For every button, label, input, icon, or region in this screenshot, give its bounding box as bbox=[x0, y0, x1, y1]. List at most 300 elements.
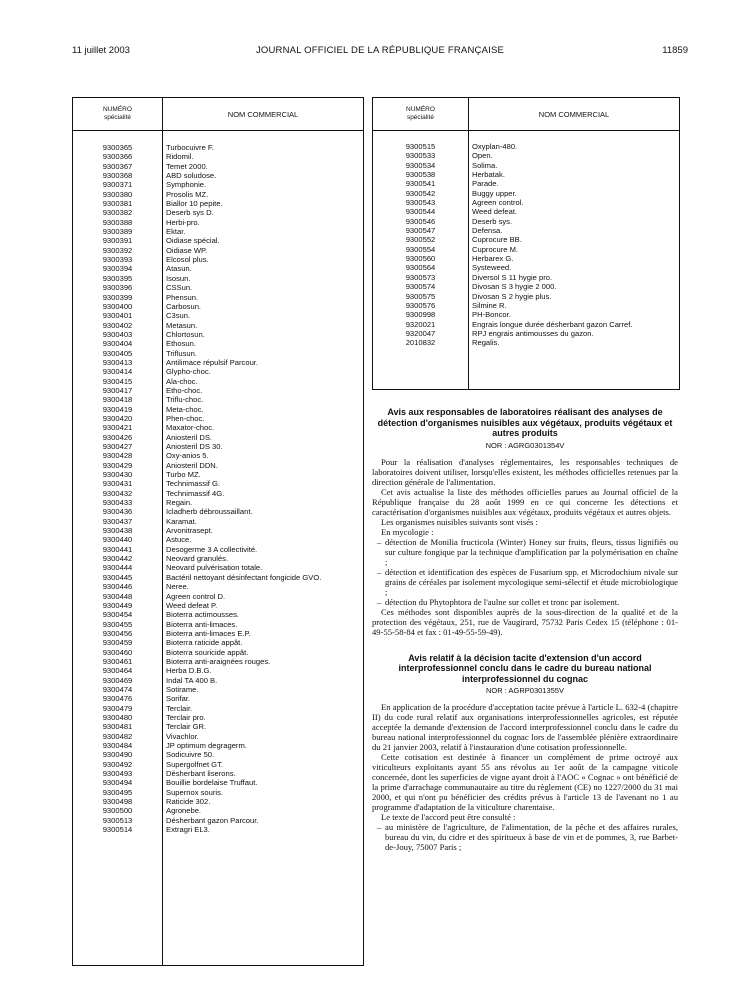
commercial-name: Regain. bbox=[166, 498, 193, 508]
table-row bbox=[73, 517, 363, 526]
commercial-name: Oidiase spécial. bbox=[166, 236, 220, 246]
commercial-name: Raticide 302. bbox=[166, 797, 211, 807]
table-row bbox=[373, 179, 679, 188]
table-row bbox=[73, 657, 363, 666]
commercial-name: Metasun. bbox=[166, 320, 198, 330]
table-row bbox=[73, 479, 363, 488]
table-row bbox=[73, 601, 363, 610]
specialty-number: 9300396 bbox=[102, 283, 133, 293]
specialty-number: 9300413 bbox=[102, 357, 133, 367]
table-row bbox=[373, 263, 679, 272]
commercial-name: Weed defeat P. bbox=[166, 600, 218, 610]
commercial-name: Bactéril nettoyant désinfectant fongicide GVO. bbox=[166, 572, 322, 582]
specialty-number: 9300389 bbox=[102, 227, 133, 237]
specialty-number: 9300445 bbox=[102, 572, 133, 582]
table-row bbox=[73, 190, 363, 199]
table-row bbox=[73, 199, 363, 208]
table-row bbox=[373, 282, 679, 291]
specialty-number: 9300449 bbox=[102, 600, 133, 610]
specialty-number: 9300420 bbox=[102, 413, 133, 423]
specialty-number: 9300381 bbox=[102, 199, 133, 209]
commercial-name: Parade. bbox=[472, 179, 499, 189]
specialty-number: 9300388 bbox=[102, 217, 133, 227]
right-col-number-label: NUMÉRO bbox=[406, 106, 435, 113]
specialty-number: 9300391 bbox=[102, 236, 133, 246]
specialty-number: 9300490 bbox=[102, 750, 133, 760]
commercial-name: Oidiase WP. bbox=[166, 245, 208, 255]
specialty-number: 9300513 bbox=[102, 815, 133, 825]
table-row bbox=[373, 235, 679, 244]
commercial-name: Divosan S 2 hygie plus. bbox=[472, 291, 552, 301]
specialty-number: 9300544 bbox=[405, 207, 436, 217]
table-row bbox=[73, 722, 363, 731]
specialty-number: 9300366 bbox=[102, 152, 133, 162]
right-table-rows bbox=[373, 142, 679, 348]
specialty-number: 9300493 bbox=[102, 769, 133, 779]
specialty-number: 9300573 bbox=[405, 272, 436, 282]
commercial-name: Bioterra anti-limaces E.P. bbox=[166, 628, 251, 638]
table-row bbox=[73, 825, 363, 834]
specialty-number: 9300464 bbox=[102, 666, 133, 676]
commercial-name: Deserb sys. bbox=[472, 216, 513, 226]
table-row bbox=[73, 582, 363, 591]
commercial-name: Oxyplan-480. bbox=[472, 142, 518, 151]
commercial-name: Terclair. bbox=[166, 703, 193, 713]
notice1-paragraph: Cet avis actualise la liste des méthodes officielles parues au Journal officiel de la République française du 28 août 1999 en ce qui concerne les détections et caractérisation d'organismes nuisibles aux végétaux, produits végétaux et autres objets. bbox=[372, 486, 678, 517]
commercial-name: Biallor 10 pepite. bbox=[166, 199, 223, 209]
specialty-number: 9300446 bbox=[102, 582, 133, 592]
commercial-name: Aniosteril DDN. bbox=[166, 460, 218, 470]
specialty-number: 9300440 bbox=[102, 535, 133, 545]
commercial-name: C3sun. bbox=[166, 311, 191, 321]
commercial-name: Cuprocure M. bbox=[472, 244, 519, 254]
table-row bbox=[73, 545, 363, 554]
table-row bbox=[73, 573, 363, 582]
commercial-name: Arvonitrasept. bbox=[166, 526, 213, 536]
commercial-name: Buggy upper. bbox=[472, 188, 517, 198]
specialty-number: 9300479 bbox=[102, 703, 133, 713]
table-row bbox=[73, 760, 363, 769]
commercial-name: Carbosun. bbox=[166, 301, 202, 311]
list-item: – détection du Phytophtora de l'aulne sur collet et tronc par isolement. bbox=[372, 597, 678, 607]
header-date: 11 juillet 2003 bbox=[72, 45, 130, 56]
table-row bbox=[73, 311, 363, 320]
table-row bbox=[73, 788, 363, 797]
table-row bbox=[73, 349, 363, 358]
specialty-number: 9300421 bbox=[102, 423, 133, 433]
table-row bbox=[373, 338, 679, 347]
list-item: – détection de Monilia fructicola (Winter) Honey sur fruits, fleurs, tissus lignifiés ou sur culture fongique par la technique d'amplification par la polymérisation en chaîne ; bbox=[372, 537, 678, 567]
commercial-name: Systeweed. bbox=[472, 263, 512, 273]
table-row bbox=[73, 769, 363, 778]
specialty-number: 9300576 bbox=[405, 300, 436, 310]
specialty-number: 9300543 bbox=[405, 198, 436, 208]
table-row bbox=[73, 171, 363, 180]
table-row bbox=[73, 704, 363, 713]
commercial-name: Terclair pro. bbox=[166, 712, 206, 722]
commercial-name: Oxy-anios 5. bbox=[166, 451, 209, 461]
specialty-number: 9300437 bbox=[102, 516, 133, 526]
commercial-name: Bioterra anti-araignées rouges. bbox=[166, 656, 271, 666]
table-row bbox=[73, 797, 363, 806]
specialty-number: 9300542 bbox=[405, 188, 436, 198]
specialty-number: 9300417 bbox=[102, 385, 133, 395]
right-col-name-header: NOM COMMERCIAL bbox=[538, 109, 610, 119]
specialty-number: 9300998 bbox=[405, 310, 436, 320]
commercial-name: Silmine R. bbox=[472, 300, 507, 310]
commercial-name: Open. bbox=[472, 151, 493, 161]
table-row bbox=[73, 741, 363, 750]
commercial-name: Glypho-choc. bbox=[166, 367, 211, 377]
table-row bbox=[73, 321, 363, 330]
notice1-title: Avis aux responsables de laboratoires réalisant des analyses de détection d'organismes nuisibles aux végétaux, produits végétaux et autres produits bbox=[377, 407, 673, 438]
table-row bbox=[73, 236, 363, 245]
commercial-name: Supernox souris. bbox=[166, 787, 223, 797]
specialty-number: 9300365 bbox=[102, 143, 133, 152]
specialty-number: 9300415 bbox=[102, 376, 133, 386]
commercial-name: Terclair GR. bbox=[166, 722, 207, 732]
table-row bbox=[73, 367, 363, 376]
specialty-number: 9300454 bbox=[102, 610, 133, 620]
specialty-number: 9300500 bbox=[102, 806, 133, 816]
commercial-name: Defensa. bbox=[472, 226, 503, 236]
table-row bbox=[73, 451, 363, 460]
commercial-name: Ridomil. bbox=[166, 152, 194, 162]
commercial-name: Aniosteril DS 30. bbox=[166, 442, 223, 451]
header-page-number: 11859 bbox=[662, 45, 688, 56]
specialty-number: 9300400 bbox=[102, 301, 133, 311]
specialty-number: 9300495 bbox=[102, 787, 133, 797]
table-row bbox=[373, 151, 679, 160]
specialty-number: 9300367 bbox=[102, 161, 133, 171]
table-row bbox=[73, 423, 363, 432]
commercial-name: Chlortosun. bbox=[166, 329, 205, 339]
table-row bbox=[73, 676, 363, 685]
specialty-number: 9300432 bbox=[102, 488, 133, 498]
specialty-number: 9300460 bbox=[102, 647, 133, 657]
commercial-name: Symphonie. bbox=[166, 180, 207, 190]
specialty-number: 9300492 bbox=[102, 759, 133, 769]
specialty-number: 9300441 bbox=[102, 544, 133, 554]
specialty-number: 9300380 bbox=[102, 189, 133, 199]
left-table-header bbox=[73, 98, 363, 131]
specialty-number: 9300554 bbox=[405, 244, 436, 254]
specialty-number: 9300480 bbox=[102, 712, 133, 722]
commercial-name: Astuce. bbox=[166, 535, 192, 545]
table-row bbox=[73, 264, 363, 273]
table-row bbox=[73, 330, 363, 339]
specialty-number: 9300456 bbox=[102, 628, 133, 638]
specialty-number: 9300371 bbox=[102, 180, 133, 190]
specialty-number: 9300455 bbox=[102, 619, 133, 629]
table-row bbox=[73, 339, 363, 348]
table-row bbox=[73, 162, 363, 171]
table-row bbox=[373, 207, 679, 216]
commercial-name: Elcosol plus. bbox=[166, 255, 209, 265]
specialty-number: 9300403 bbox=[102, 329, 133, 339]
commercial-name: Diversol S 11 hygie pro. bbox=[472, 272, 553, 282]
commercial-name: ABD soludose. bbox=[166, 171, 217, 181]
commercial-name: Sodicuivre 50. bbox=[166, 750, 215, 760]
table-row bbox=[73, 778, 363, 787]
commercial-name: Phen-choc. bbox=[166, 413, 205, 423]
table-row bbox=[73, 750, 363, 759]
commercial-name: Desogerme 3 A collectivité. bbox=[166, 544, 258, 554]
commercial-name: Bioterra anti-limaces. bbox=[166, 619, 238, 629]
table-row bbox=[73, 227, 363, 236]
right-col-number-sublabel: spécialité bbox=[406, 114, 435, 121]
table-row bbox=[373, 170, 679, 179]
commercial-name: Prosolis MZ. bbox=[166, 189, 209, 199]
commercial-name: Bioterra souricide appât. bbox=[166, 647, 249, 657]
table-row bbox=[373, 217, 679, 226]
specialty-number: 9300552 bbox=[405, 235, 436, 245]
commercial-name: Technimassif 4G. bbox=[166, 488, 225, 498]
commercial-name: Icladherb débroussaillant. bbox=[166, 507, 253, 517]
specialty-number: 9300382 bbox=[102, 208, 133, 218]
list-item: – détection et identification des espèces de Fusarium spp. et Microdochium nivale sur grains de céréales par isolement mycologique semi-sélectif et étude microbiologique ; bbox=[372, 567, 678, 597]
specialty-number: 9300404 bbox=[102, 339, 133, 349]
commercial-name: Vivachlor. bbox=[166, 731, 199, 741]
commercial-name: Antilimace répulsif Parcour. bbox=[166, 357, 259, 367]
commercial-name: Regalis. bbox=[472, 338, 500, 348]
commercial-name: Engrais longue durée désherbant gazon Carref. bbox=[472, 319, 633, 329]
specialty-number: 9300394 bbox=[102, 264, 133, 274]
table-row bbox=[73, 470, 363, 479]
commercial-name: Neovard pulvérisation totale. bbox=[166, 563, 263, 573]
table-row bbox=[373, 198, 679, 207]
notice2-paragraph: Le texte de l'accord peut être consulté : bbox=[381, 812, 516, 822]
commercial-name: CSSun. bbox=[166, 283, 193, 293]
table-row bbox=[73, 358, 363, 367]
specialty-number: 9300574 bbox=[405, 282, 436, 292]
commercial-name: Désherbant liserons. bbox=[166, 769, 236, 779]
table-row bbox=[73, 592, 363, 601]
table-row bbox=[73, 255, 363, 264]
commercial-name: Ethosun. bbox=[166, 339, 196, 349]
table-row bbox=[73, 563, 363, 572]
specialty-number: 9300393 bbox=[102, 255, 133, 265]
specialty-number: 9300368 bbox=[102, 171, 133, 181]
commercial-name: Aniosteril DS. bbox=[166, 432, 213, 442]
commercial-name: Triflu-choc. bbox=[166, 395, 204, 405]
commercial-name: Weed defeat. bbox=[472, 207, 518, 217]
right-table-header bbox=[373, 98, 679, 131]
table-row bbox=[73, 246, 363, 255]
table-row bbox=[373, 273, 679, 282]
table-row bbox=[73, 395, 363, 404]
commercial-name: Indal TA 400 B. bbox=[166, 675, 218, 685]
commercial-name: Extragri EL3. bbox=[166, 825, 210, 835]
table-row bbox=[73, 638, 363, 647]
specialty-number: 9300474 bbox=[102, 684, 133, 694]
left-col-number-sublabel: spécialité bbox=[103, 114, 132, 121]
table-row bbox=[373, 245, 679, 254]
table-row bbox=[73, 498, 363, 507]
commercial-name: Agreen control. bbox=[472, 198, 524, 208]
table-row bbox=[373, 142, 679, 151]
specialty-number: 9300419 bbox=[102, 404, 133, 414]
table-row bbox=[73, 218, 363, 227]
commercial-name: Agronebe. bbox=[166, 806, 202, 816]
commercial-name: Isosun. bbox=[166, 273, 191, 283]
specialty-number: 9300482 bbox=[102, 731, 133, 741]
commercial-name: Phensun. bbox=[166, 292, 199, 302]
commercial-name: Triflusun. bbox=[166, 348, 197, 358]
table-row bbox=[373, 320, 679, 329]
specialty-number: 9300405 bbox=[102, 348, 133, 358]
header-journal-title: JOURNAL OFFICIEL DE LA RÉPUBLIQUE FRANÇAISE bbox=[255, 45, 505, 56]
specialty-number: 9300564 bbox=[405, 263, 436, 273]
commercial-name: Divosan S 3 hygie 2 000. bbox=[472, 282, 557, 292]
commercial-name: Neree. bbox=[166, 582, 189, 592]
commercial-name: Technimassif G. bbox=[166, 479, 221, 489]
specialty-number: 9300414 bbox=[102, 367, 133, 377]
commercial-name: Sorifar. bbox=[166, 694, 191, 704]
specialty-number: 9300538 bbox=[405, 170, 436, 180]
specialty-number: 9300442 bbox=[102, 554, 133, 564]
page-header bbox=[72, 45, 688, 59]
specialty-number: 9300533 bbox=[405, 151, 436, 161]
table-row bbox=[373, 310, 679, 319]
table-row bbox=[73, 806, 363, 815]
commercial-name: Herbarex G. bbox=[472, 254, 514, 264]
table-row bbox=[73, 414, 363, 423]
specialty-number: 9300418 bbox=[102, 395, 133, 405]
table-row bbox=[73, 143, 363, 152]
table-row bbox=[73, 386, 363, 395]
left-col-name-header: NOM COMMERCIAL bbox=[227, 109, 299, 119]
left-col-number-label: NUMÉRO bbox=[103, 106, 132, 113]
table-row bbox=[73, 507, 363, 516]
specialty-number: 9300427 bbox=[102, 442, 133, 451]
commercial-name: Atasun. bbox=[166, 264, 192, 274]
table-row bbox=[73, 535, 363, 544]
specialty-number: 9300448 bbox=[102, 591, 133, 601]
specialty-number: 9300515 bbox=[405, 142, 436, 151]
notice1-nor: NOR : AGRG0301354V bbox=[485, 440, 565, 450]
specialty-number: 9300476 bbox=[102, 694, 133, 704]
commercial-name: Etho-choc. bbox=[166, 385, 203, 395]
commercial-name: Herba D.B.G. bbox=[166, 666, 212, 676]
commercial-name: Turbo MZ. bbox=[166, 470, 201, 480]
specialty-number: 9300436 bbox=[102, 507, 133, 517]
table-row bbox=[73, 554, 363, 563]
specialty-number: 9300534 bbox=[405, 160, 436, 170]
commercial-name: PH-Boncor. bbox=[472, 310, 511, 320]
list-item: – au ministère de l'agriculture, de l'alimentation, de la pêche et des affaires rurales, bureau du vin, du cidre et des spiritueux à base de vin et de pommes, 3, rue Barbet-de-Jouy, 75007 Paris ; bbox=[372, 822, 678, 852]
table-row bbox=[73, 489, 363, 498]
specialty-number: 9300547 bbox=[405, 226, 436, 236]
table-row bbox=[373, 161, 679, 170]
commercial-name: Bioterra actimousses. bbox=[166, 610, 240, 620]
commercial-name: Turbocuivre F. bbox=[166, 143, 214, 152]
specialty-number: 9300429 bbox=[102, 460, 133, 470]
left-table bbox=[72, 97, 364, 966]
specialty-number: 9320021 bbox=[405, 319, 436, 329]
table-row bbox=[73, 648, 363, 657]
table-row bbox=[73, 629, 363, 638]
table-row bbox=[373, 254, 679, 263]
table-row bbox=[373, 301, 679, 310]
specialty-number: 9300392 bbox=[102, 245, 133, 255]
specialty-number: 9300575 bbox=[405, 291, 436, 301]
commercial-name: Bioterra raticide appât. bbox=[166, 638, 243, 648]
specialty-number: 9300498 bbox=[102, 797, 133, 807]
table-row bbox=[73, 377, 363, 386]
specialty-number: 9300402 bbox=[102, 320, 133, 330]
specialty-number: 2010832 bbox=[405, 338, 436, 348]
commercial-name: Ala-choc. bbox=[166, 376, 198, 386]
table-row bbox=[373, 292, 679, 301]
table-row bbox=[373, 189, 679, 198]
specialty-number: 9300560 bbox=[405, 254, 436, 264]
commercial-name: Sotirame. bbox=[166, 684, 199, 694]
table-row bbox=[73, 461, 363, 470]
notice1-paragraph: En mycologie : bbox=[381, 526, 434, 537]
specialty-number: 9300469 bbox=[102, 675, 133, 685]
table-row bbox=[73, 152, 363, 161]
table-row bbox=[73, 610, 363, 619]
table-row bbox=[73, 442, 363, 451]
commercial-name: Solima. bbox=[472, 160, 498, 170]
notice1-paragraph: Ces méthodes sont disponibles auprès de la sous-direction de la qualité et de la protection des végétaux, 251, rue de Vaugirard, 75732 Paris Cedex 15 (téléphone : 01-49-55-58-84 et fax : 01-49-55-59-49). bbox=[372, 606, 678, 637]
commercial-name: Ektar. bbox=[166, 227, 186, 237]
notice2-nor: NOR : AGRP0301355V bbox=[486, 686, 564, 695]
specialty-number: 9300546 bbox=[405, 216, 436, 226]
notice2-paragraph: Cette cotisation est destinée à financer un complément de prime octroyé aux viticulteurs exploitants ayant 55 ans révolus au 1er août de la campagne viticole concernée, dont les superficies de vigne ayant droit à l'AOC « Cognac » ont bénéficié de la prime d'arrachage communautaire au titre du règlement (CE) no 1227/2000 du 31 mai 2000, et qui n'ont pu bénéficier des crédits prévus à l'article 13 de l'avenant no 1 au programme d'adaptation de la viticulture charentaise. bbox=[372, 752, 678, 812]
notice2-list bbox=[372, 822, 678, 852]
table-row bbox=[73, 180, 363, 189]
table-row bbox=[73, 208, 363, 217]
specialty-number: 9300438 bbox=[102, 526, 133, 536]
specialty-number: 9300461 bbox=[102, 656, 133, 666]
right-col-number-header bbox=[373, 98, 469, 130]
commercial-name: Deserb sys D. bbox=[166, 208, 214, 218]
specialty-number: 9300426 bbox=[102, 432, 133, 442]
commercial-name: Bouillie bordelaise Truffaut. bbox=[166, 778, 258, 788]
table-row bbox=[73, 694, 363, 703]
specialty-number: 9300401 bbox=[102, 311, 133, 321]
commercial-name: Temet 2000. bbox=[166, 161, 208, 171]
specialty-number: 9300399 bbox=[102, 292, 133, 302]
table-row bbox=[73, 666, 363, 675]
table-row bbox=[73, 620, 363, 629]
table-row bbox=[73, 713, 363, 722]
specialty-number: 9300444 bbox=[102, 563, 133, 573]
specialty-number: 9300428 bbox=[102, 451, 133, 461]
commercial-name: Supergolfnet GT. bbox=[166, 759, 223, 769]
left-table-rows bbox=[73, 143, 363, 834]
specialty-number: 9300484 bbox=[102, 741, 133, 750]
notice2-paragraph: En application de la procédure d'acceptation tacite prévue à l'article L. 632-4 (chapitre II) du code rural relatif aux organisations interprofessionnelles agricoles, est réputée acceptée la demande d'extension de l'accord interprofessionnel conclu dans le cadre du bureau national interprofessionnel du cognac lors de l'assemblée plénière extraordinaire du 21 janvier 2003, relatif à l'instauration d'une cotisation professionnelle. bbox=[372, 702, 678, 752]
notice1-paragraph: Les organismes nuisibles suivants sont visés : bbox=[381, 516, 538, 527]
table-row bbox=[73, 293, 363, 302]
right-table bbox=[372, 97, 680, 390]
table-row bbox=[73, 405, 363, 414]
commercial-name: JP optimum degragerm. bbox=[166, 741, 247, 750]
right-text-column bbox=[372, 407, 678, 852]
table-row bbox=[73, 433, 363, 442]
specialty-number: 9300431 bbox=[102, 479, 133, 489]
commercial-name: Herbi-pro. bbox=[166, 217, 200, 227]
commercial-name: Neovard granulés. bbox=[166, 554, 229, 564]
specialty-number: 9300541 bbox=[405, 179, 436, 189]
commercial-name: Meta-choc. bbox=[166, 404, 204, 414]
specialty-number: 9300514 bbox=[102, 825, 133, 835]
left-col-number-header bbox=[73, 98, 163, 130]
table-row bbox=[73, 816, 363, 825]
